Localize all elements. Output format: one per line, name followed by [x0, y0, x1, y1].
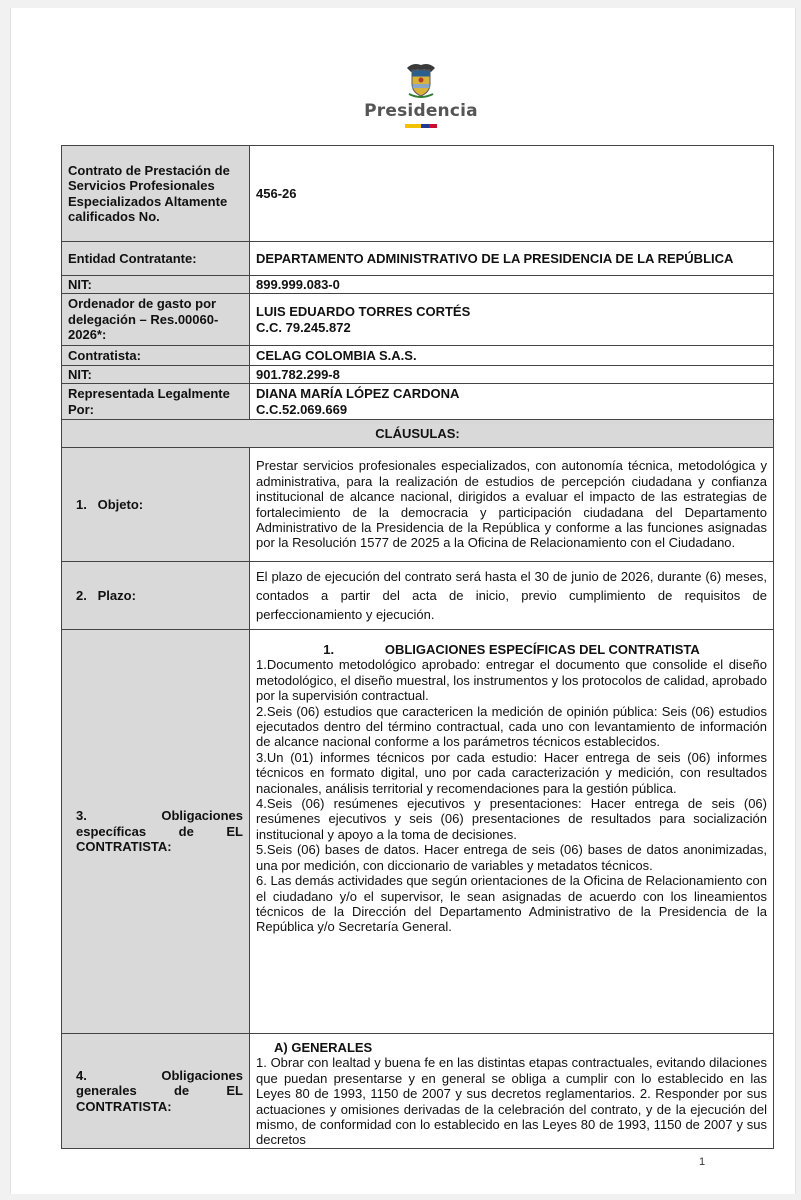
row-contratista	[62, 346, 774, 366]
row-entity	[62, 242, 774, 276]
ordenador-name: LUIS EDUARDO TORRES CORTÉS	[256, 304, 471, 320]
page-number: 1	[699, 1156, 706, 1168]
especificas-item: 6. Las demás actividades que según orientaciones de la Oficina de Relacionamiento con el ciudadano y/o el supervisor, le sean asignadas de acuerdo con los lineamientos técnicos de la Dirección del Departamento Administrativo de la Presidencia de la República y/o Secretaría General.	[256, 873, 767, 935]
generales-title: Obligaciones generales de EL CONTRATISTA:	[76, 1067, 243, 1114]
especificas-item: 3.Un (01) informes técnicos por cada estudio: Hacer entrega de seis (06) informes técnicos en formato digital, uno por cada caracterización y medición, con resultados nacionales, análisis territorial y recomendaciones para la gestión pública.	[256, 749, 767, 796]
row-plazo	[62, 562, 774, 630]
flag-blue-stripe	[421, 124, 429, 128]
objeto-title: Objeto:	[97, 496, 144, 512]
plazo-number: 2.	[76, 587, 87, 603]
flag-bar	[405, 124, 437, 128]
nit-contratista-label: NIT:	[62, 366, 250, 384]
representante-cc: C.C.52.069.669	[256, 401, 348, 417]
objeto-text: Prestar servicios profesionales especializados, con autonomía técnica, metodológica y administrativa, para la realización de estudios de percepción ciudadana y confianza institucional de alcance nacional, dirigidos a evaluar el impacto de las estrategias de fortalecimiento de la democracia y participación ciudadana del Departamento Administrativo de la Presidencia de la República y conforme a las funciones asignadas por la Resolución 1577 de 2025 a la Oficina de Relacionamiento con el Ciudadano.	[250, 448, 774, 562]
especificas-item: 5.Seis (06) bases de datos. Hacer entrega de seis (06) bases de datos anonimizadas, una por medición, con diccionario de variables y metadatos técnicos.	[256, 842, 767, 873]
document-page	[10, 8, 796, 1194]
especificas-item: 2.Seis (06) estudios que caractericen la medición de opinión pública: Seis (06) estudios ejecutados dentro del término contractual, cada uno con levantamiento de información de alcance nacional conforme a los parámetros técnicos establecidos.	[256, 703, 767, 750]
row-contract-number	[62, 146, 774, 242]
contratista-value: CELAG COLOMBIA S.A.S.	[250, 346, 774, 366]
representante-name: DIANA MARÍA LÓPEZ CARDONA	[256, 386, 460, 402]
flag-yellow-stripe	[405, 124, 421, 128]
generales-heading: A) GENERALES	[274, 1040, 373, 1055]
especificas-heading	[256, 642, 767, 657]
brand-name: Presidencia	[364, 101, 478, 121]
coat-of-arms-icon	[404, 60, 438, 100]
especificas-content	[250, 630, 774, 1034]
flag-red-stripe	[429, 124, 437, 128]
row-representante	[62, 384, 774, 420]
especificas-item: 1.Documento metodológico aprobado: entregar el documento que consolide el diseño metodológico, el diseño muestral, los instrumentos y los protocolos de calidad, aprobado por la supervisión contractual.	[256, 657, 767, 704]
generales-content	[250, 1034, 774, 1149]
nit-entity-value: 899.999.083-0	[250, 276, 774, 294]
clausulas-heading: CLÁUSULAS:	[62, 420, 774, 448]
generales-number: 4.	[76, 1067, 87, 1083]
row-nit-entity	[62, 276, 774, 294]
especificas-item: 4.Seis (06) resúmenes ejecutivos y presentaciones: Hacer entrega de seis (06) resúmenes ejecutivos y seis (06) presentaciones de resultados para socialización institucional y apoyo a la toma de decisiones.	[256, 796, 767, 842]
objeto-label	[62, 448, 250, 562]
generales-label	[62, 1034, 250, 1149]
contratista-label: Contratista:	[62, 346, 250, 366]
nit-entity-label: NIT:	[62, 276, 250, 294]
presidencia-logo	[361, 60, 481, 140]
entity-value: DEPARTAMENTO ADMINISTRATIVO DE LA PRESIDENCIA DE LA REPÚBLICA	[250, 242, 774, 276]
row-generales	[62, 1034, 774, 1149]
especificas-label	[62, 630, 250, 1034]
representante-label: Representada Legalmente Por:	[62, 384, 250, 420]
row-objeto	[62, 448, 774, 562]
plazo-title: Plazo:	[97, 587, 136, 603]
especificas-title: Obligaciones específicas de EL CONTRATISTA:	[76, 808, 243, 855]
entity-label: Entidad Contratante:	[62, 242, 250, 276]
ordenador-cc: C.C. 79.245.872	[256, 319, 351, 335]
generales-text: 1. Obrar con lealtad y buena fe en las distintas etapas contractuales, evitando dilaciones que puedan presentarse y en general se obliga a cumplir con lo establecido en las Leyes 80 de 1993, 1150 de 2007 y sus decretos reglamentarios. 2. Responder por sus actuaciones y omisiones derivadas de la celebración del contrato, y de la ejecución del mismo, de conformidad con lo establecido en las Leyes 80 de 1993, 1150 de 2007 y sus decretos	[256, 1055, 767, 1148]
especificas-number: 3.	[76, 808, 87, 824]
especificas-heading-text: OBLIGACIONES ESPECÍFICAS DEL CONTRATISTA	[384, 642, 700, 657]
plazo-text: El plazo de ejecución del contrato será hasta el 30 de junio de 2026, durante (6) meses, contados a partir del acta de inicio, previo cumplimiento de requisitos de perfeccionamiento y ejecución.	[250, 562, 774, 630]
nit-contratista-value: 901.782.299-8	[250, 366, 774, 384]
row-clausulas	[62, 420, 774, 448]
row-nit-contratista	[62, 366, 774, 384]
contract-number-label: Contrato de Prestación de Servicios Profesionales Especializados Altamente calificados No.	[62, 146, 250, 242]
row-especificas	[62, 630, 774, 1034]
contract-table	[61, 145, 774, 1149]
representante-value	[250, 384, 774, 420]
especificas-heading-number: 1.	[323, 642, 335, 657]
ordenador-value	[250, 294, 774, 346]
contract-number-value: 456-26	[250, 146, 774, 242]
plazo-label	[62, 562, 250, 630]
ordenador-label: Ordenador de gasto por delegación – Res.00060-2026*:	[62, 294, 250, 346]
row-ordenador	[62, 294, 774, 346]
objeto-number: 1.	[76, 496, 87, 512]
